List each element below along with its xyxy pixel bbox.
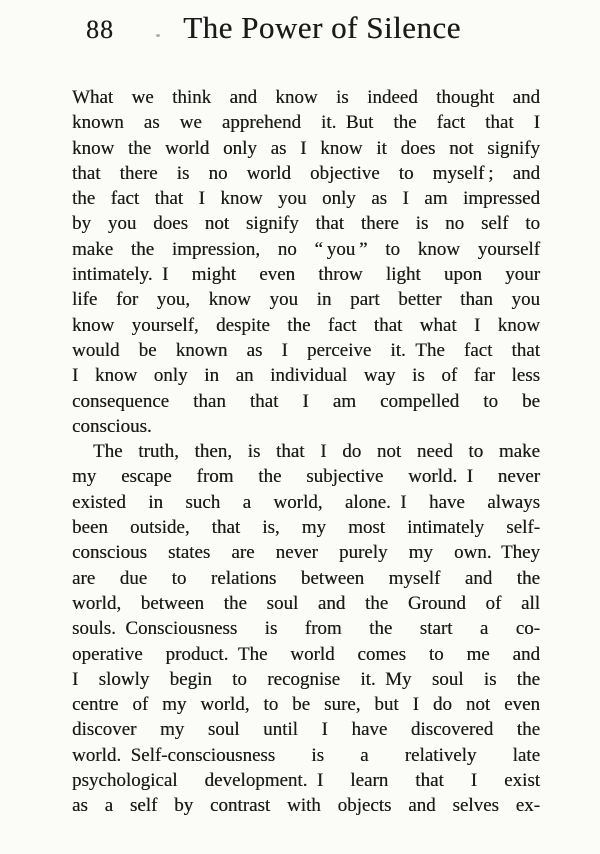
text-line: world. Self-consciousness is a relatively late — [72, 744, 540, 766]
text-line: know the world only as I know it does not signify — [72, 137, 540, 159]
paragraph — [72, 85, 540, 439]
text-line: I slowly begin to recognise it. My soul is the — [72, 668, 540, 690]
text-line: that there is no world objective to myself ; and — [72, 162, 540, 184]
text-line: What we think and know is indeed thought and — [72, 87, 540, 108]
page-number: 88 — [86, 15, 114, 44]
paragraph — [72, 439, 540, 818]
text-line: would be known as I perceive it. The fact that — [72, 339, 540, 361]
text-line: known as we apprehend it. But the fact that I — [72, 112, 540, 134]
text-line: souls. Consciousness is from the start a co- — [72, 618, 540, 640]
text-line: intimately. I might even throw light upon your — [72, 264, 540, 286]
text-line: conscious. — [72, 415, 152, 437]
text-line: know yourself, despite the fact that what I know — [72, 314, 540, 336]
text-line: are due to relations between myself and the — [72, 567, 540, 589]
text-line: conscious states are never purely my own. They — [72, 542, 540, 564]
text-block — [72, 85, 540, 819]
text-line: operative product. The world comes to me and — [72, 643, 540, 665]
text-line: been outside, that is, my most intimately self- — [72, 517, 540, 539]
text-line: I know only in an individual way is of far less — [72, 365, 540, 387]
scan-artifact-dot — [156, 34, 160, 37]
text-line: as a self by contrast with objects and selves ex- — [72, 795, 540, 817]
running-title: The Power of Silence — [183, 10, 461, 45]
text-line: centre of my world, to be sure, but I do not even — [72, 694, 540, 716]
text-line: world, between the soul and the Ground of all — [72, 592, 540, 614]
text-line: existed in such a world, alone. I have always — [72, 491, 540, 513]
text-line: by you does not signify that there is no self to — [72, 213, 540, 235]
text-line: psychological development. I learn that I exist — [72, 770, 540, 792]
text-line: discover my soul until I have discovered the — [72, 719, 540, 741]
text-line: life for you, know you in part better than you — [72, 289, 540, 311]
text-line: make the impression, no “ you ” to know yourself — [72, 238, 540, 260]
text-line: my escape from the subjective world. I never — [72, 466, 540, 488]
text-line: The truth, then, is that I do not need to make — [93, 441, 540, 463]
page-header — [0, 0, 600, 62]
text-line: the fact that I know you only as I am impressed — [72, 188, 540, 210]
text-line: consequence than that I am compelled to be — [72, 390, 540, 412]
